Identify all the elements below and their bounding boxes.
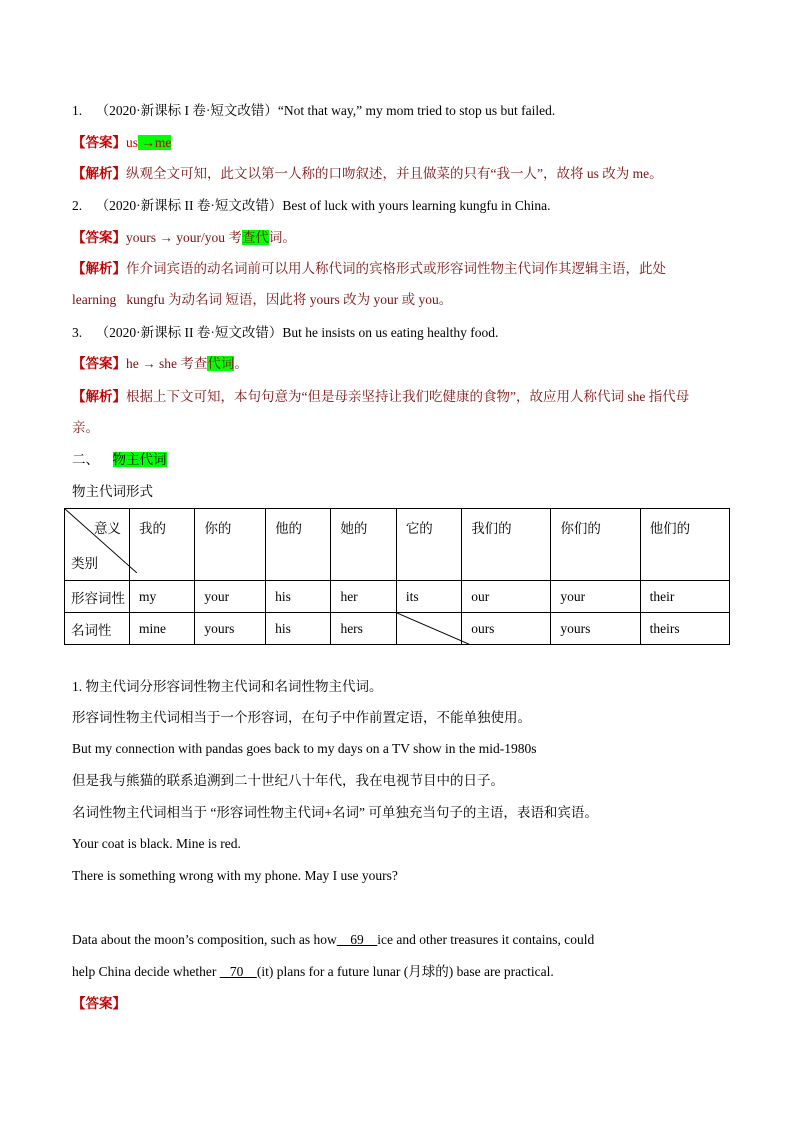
q3-sentence: But he insists on us eating healthy food.	[282, 325, 499, 340]
table-header-cell: 我的	[130, 509, 195, 581]
q2-number: 2.	[72, 198, 83, 213]
diagonal-line	[397, 613, 471, 645]
q2-answer-highlight: 查代	[241, 230, 269, 245]
q2-sentence: Best of luck with yours learning kungfu in China.	[282, 198, 551, 213]
q2-analysis	[72, 259, 734, 279]
exercise-answer	[72, 994, 734, 1014]
q2-answer-end: 词。	[268, 230, 296, 245]
table-cell: ours	[462, 613, 551, 645]
table-header-row	[65, 509, 730, 581]
table-row	[65, 581, 730, 613]
section-number: 二、	[72, 452, 99, 467]
answer-label: 【答案】	[72, 356, 126, 371]
blank-70[interactable]	[220, 964, 257, 979]
q1-answer-to: me	[154, 135, 172, 150]
table-corner-cell	[65, 509, 130, 581]
table-cell: his	[266, 581, 331, 613]
q2-analysis-line2: learning kungfu 为动名词 短语，因此将 yours 改为 your 或 you。	[72, 292, 453, 307]
q3-answer-end: 。	[234, 356, 248, 371]
note-2: 形容词性物主代词相当于一个形容词，在句子中作前置定语，不能单独使用。	[72, 710, 531, 725]
exercise-text: help China decide whether	[72, 964, 220, 979]
note-3: But my connection with pandas goes back to my days on a TV show in the mid-1980s	[72, 741, 537, 756]
q3-number: 3.	[72, 325, 83, 340]
table-cell: its	[396, 581, 461, 613]
q2-answer-text: yours → your/you 考	[126, 230, 242, 245]
answer-label: 【答案】	[72, 230, 126, 245]
table-cell: yours	[195, 613, 266, 645]
exercise-text: (it) plans for a future lunar (月球的) base are practical.	[256, 964, 554, 979]
q3-analysis-line1: 根据上下文可知，本句句意为“但是母亲坚持让我们吃健康的食物”，故应用人称代词 she 指代母	[126, 389, 690, 404]
answer-label: 【答案】	[72, 996, 126, 1011]
table-header-cell: 他们的	[640, 509, 729, 581]
blank-69[interactable]	[337, 932, 378, 947]
table-cell-empty	[396, 613, 461, 645]
q1-question	[72, 101, 734, 121]
q3-analysis	[72, 387, 734, 407]
note-5: 名词性物主代词相当于 “形容词性物主代词+名词” 可单独充当句子的主语，表语和宾语。	[72, 805, 598, 820]
section-heading	[72, 450, 734, 470]
arrow-icon: →	[141, 135, 155, 150]
table-header-cell: 它的	[396, 509, 461, 581]
table-header-cell: 她的	[331, 509, 396, 581]
table-cell: my	[130, 581, 195, 613]
row-label: 名词性	[65, 613, 130, 645]
blank-number: 69	[350, 932, 364, 947]
table-cell: yours	[551, 613, 640, 645]
note-4: 但是我与熊猫的联系追溯到二十世纪八十年代，我在电视节目中的日子。	[72, 773, 504, 788]
exercise-text: Data about the moon’s composition, such as how	[72, 932, 337, 947]
row-label: 形容词性	[65, 581, 130, 613]
analysis-label: 【解析】	[72, 166, 126, 181]
q3-answer-highlight: 代词	[207, 356, 235, 371]
q2-question	[72, 196, 734, 216]
table-header-cell: 你们的	[551, 509, 640, 581]
exercise-text: ice and other treasures it contains, could	[377, 932, 595, 947]
analysis-label: 【解析】	[72, 261, 126, 276]
table-cell: mine	[130, 613, 195, 645]
q2-source: （2020·新课标 II 卷·短文改错）	[95, 198, 283, 213]
q1-sentence: “Not that way,” my mom tried to stop us but failed.	[277, 103, 556, 118]
table-cell: our	[462, 581, 551, 613]
analysis-label: 【解析】	[72, 389, 126, 404]
q3-question	[72, 323, 734, 343]
table-row	[65, 613, 730, 645]
corner-bottom-label: 类别	[71, 556, 98, 571]
corner-top-label: 意义	[94, 521, 121, 536]
q1-answer	[72, 133, 734, 153]
q1-analysis-text: 纵观全文可知，此文以第一人称的口吻叙述，并且做菜的只有“我一人”，故将 us 改为 me。	[126, 166, 663, 181]
table-cell: your	[551, 581, 640, 613]
table-cell: your	[195, 581, 266, 613]
table-cell: their	[640, 581, 729, 613]
table-header-cell: 我们的	[462, 509, 551, 581]
table-cell: her	[331, 581, 396, 613]
table-cell: hers	[331, 613, 396, 645]
section-title: 物主代词	[112, 452, 167, 467]
note-7: There is something wrong with my phone. May I use yours?	[72, 868, 398, 883]
q1-number: 1.	[72, 103, 83, 118]
table-caption: 物主代词形式	[72, 484, 153, 499]
table-cell: his	[266, 613, 331, 645]
q3-answer-text: he → she 考查	[126, 356, 208, 371]
q3-answer	[72, 354, 734, 374]
table-header-cell: 他的	[266, 509, 331, 581]
q2-analysis-line1: 作介词宾语的动名词前可以用人称代词的宾格形式或形容词性物主代词作其逻辑主语，此处	[126, 261, 666, 276]
q1-source: （2020·新课标 I 卷·短文改错）	[95, 103, 278, 118]
note-1: 1. 物主代词分形容词性物主代词和名词性物主代词。	[72, 679, 383, 694]
pronoun-table	[64, 508, 730, 645]
table-header-cell: 你的	[195, 509, 266, 581]
blank-number: 70	[229, 964, 244, 979]
q2-answer	[72, 228, 734, 248]
note-6: Your coat is black. Mine is red.	[72, 836, 241, 851]
q3-source: （2020·新课标 II 卷·短文改错）	[95, 325, 283, 340]
table-cell: theirs	[640, 613, 729, 645]
answer-label: 【答案】	[72, 135, 126, 150]
q1-answer-from: us	[126, 135, 139, 150]
exercise-line-2	[72, 962, 734, 982]
q3-analysis-line2: 亲。	[72, 420, 99, 435]
q1-analysis	[72, 164, 734, 184]
exercise-line-1	[72, 930, 734, 950]
